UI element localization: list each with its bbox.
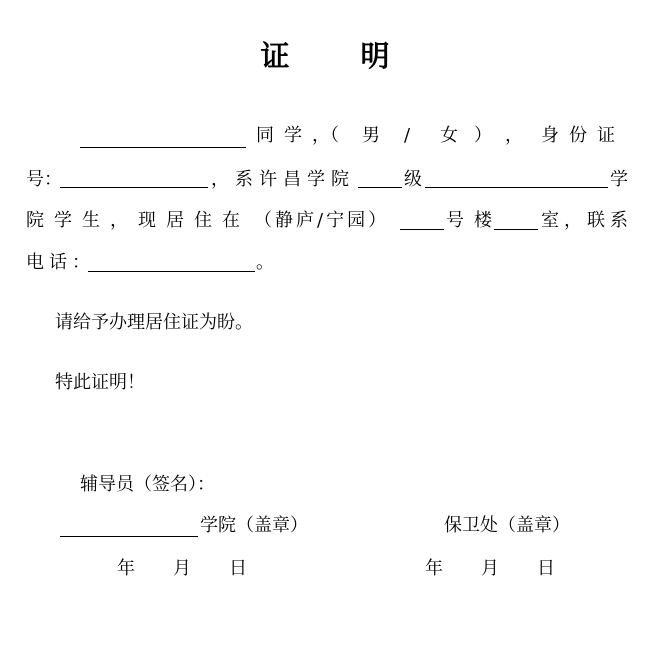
grade-blank[interactable]: [358, 166, 402, 188]
paren-open: ，（: [312, 125, 339, 146]
paren-close: ）: [474, 125, 492, 146]
college-label: ，系许昌学院: [211, 169, 355, 190]
security-date-month: 月: [481, 558, 499, 579]
phone-blank[interactable]: [88, 250, 255, 272]
lou-label: 号楼: [446, 210, 502, 231]
college-date-month: 月: [173, 558, 191, 579]
title-char-1: 证: [260, 39, 291, 73]
building-blank[interactable]: [400, 208, 444, 230]
security-date-year: 年: [425, 558, 443, 579]
id-label: 身份证: [541, 125, 625, 146]
department-blank[interactable]: [425, 166, 608, 188]
certificate-title: [0, 34, 651, 75]
request-text: 请给予办理居住证为盼。: [55, 312, 253, 333]
ji-label: 级: [404, 169, 422, 190]
hao-label: 号：: [26, 169, 62, 190]
name-blank[interactable]: [80, 126, 246, 148]
room-blank[interactable]: [494, 208, 538, 230]
counselor-signature-label: 辅导员（签名）：: [80, 474, 215, 495]
shi-label: 室，联系: [541, 210, 633, 231]
security-date-day: 日: [537, 558, 555, 579]
gender-female: 女: [440, 125, 458, 146]
college-seal-label: 学院（盖章）: [200, 515, 308, 536]
title-char-2: 明: [360, 39, 391, 73]
id-number-blank[interactable]: [60, 166, 208, 188]
end-period: 。: [256, 252, 274, 273]
gender-slash: /: [404, 125, 411, 146]
yuan-label: 院学生，现居住在: [26, 210, 250, 231]
college-date-day: 日: [229, 558, 247, 579]
closing-text: 特此证明！: [55, 372, 145, 393]
gender-male: 男: [362, 125, 380, 146]
security-seal-label: 保卫处（盖章）: [444, 515, 570, 536]
college-name-blank[interactable]: [60, 515, 198, 537]
xue-label: 学: [610, 169, 628, 190]
college-date-year: 年: [117, 558, 135, 579]
tongxue-label: 同学: [256, 125, 312, 146]
comma-1: ，: [505, 125, 523, 146]
phone-label: 电话：: [26, 252, 95, 273]
dorm-label: （静庐/宁园）: [254, 210, 390, 231]
